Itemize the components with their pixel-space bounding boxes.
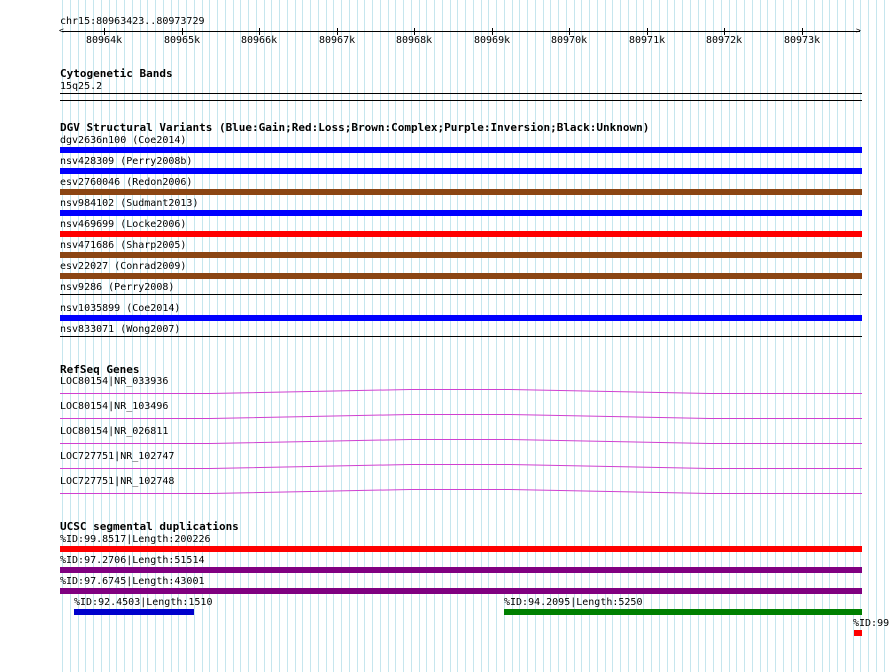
refseq-gene-line[interactable] (60, 440, 862, 444)
refseq-gene-line[interactable] (60, 465, 862, 469)
cytoband-track-title: Cytogenetic Bands (60, 67, 173, 80)
refseq-gene-label[interactable]: LOC80154|NR_033936 (60, 376, 169, 387)
ruler-tick-label: 80969k (474, 35, 511, 46)
refseq-gene-label[interactable]: LOC727751|NR_102747 (60, 451, 175, 462)
ruler-position-label: chr15:80963423..80973729 (60, 16, 205, 27)
refseq-track-title: RefSeq Genes (60, 363, 140, 376)
dgv-variant-label[interactable]: dgv2636n100 (Coe2014) (60, 135, 187, 146)
segdup-label[interactable]: %ID:97.2706|Length:51514 (60, 555, 205, 566)
segdup-label[interactable]: %ID:94.2095|Length:5250 (504, 597, 643, 608)
dgv-variant-label[interactable]: nsv469699 (Locke2006) (60, 219, 187, 230)
ruler-tick-label: 80967k (319, 35, 356, 46)
refseq-gene-label[interactable]: LOC80154|NR_103496 (60, 401, 169, 412)
segdup-label[interactable]: %ID:92.4503|Length:1510 (74, 597, 213, 608)
refseq-gene-label[interactable]: LOC80154|NR_026811 (60, 426, 169, 437)
dgv-variant-label[interactable]: nsv984102 (Sudmant2013) (60, 198, 199, 209)
refseq-gene-line[interactable] (60, 490, 862, 494)
segdup-bar[interactable] (60, 588, 862, 594)
segdup-label[interactable]: %ID:99.8517|Length:200226 (60, 534, 211, 545)
dgv-variant-label[interactable]: nsv428309 (Perry2008b) (60, 156, 193, 167)
ruler-tick-label: 80972k (706, 35, 743, 46)
refseq-gene-line[interactable] (60, 390, 862, 394)
ruler-tick-label: 80964k (86, 35, 123, 46)
segdup-bar[interactable] (60, 546, 862, 552)
ruler-left-arrow-icon: < (59, 26, 64, 35)
ruler-right-arrow-icon: > (856, 26, 861, 35)
segdup-bar[interactable] (74, 609, 194, 615)
segdup-label[interactable]: %ID:97.6745|Length:43001 (60, 576, 205, 587)
segdup-track-title: UCSC segmental duplications (60, 520, 239, 533)
dgv-variant-label[interactable]: nsv9286 (Perry2008) (60, 282, 175, 293)
ruler-tick-label: 80970k (551, 35, 588, 46)
segdup-bar[interactable] (504, 609, 862, 615)
segdup-bar[interactable] (854, 630, 862, 636)
dgv-variant-label[interactable]: esv2760046 (Redon2006) (60, 177, 193, 188)
refseq-gene-label[interactable]: LOC727751|NR_102748 (60, 476, 175, 487)
dgv-variant-label[interactable]: nsv471686 (Sharp2005) (60, 240, 187, 251)
ruler-tick-label: 80966k (241, 35, 278, 46)
segdup-label[interactable]: %ID:99 (853, 618, 890, 629)
dgv-variant-label[interactable]: esv22027 (Conrad2009) (60, 261, 187, 272)
segdup-bar[interactable] (60, 567, 862, 573)
dgv-track-title: DGV Structural Variants (Blue:Gain;Red:Loss;Brown:Complex;Purple:Inversion;Black:Unknown) (60, 121, 650, 134)
cytoband-label[interactable]: 15q25.2 (60, 81, 103, 92)
refseq-gene-line[interactable] (60, 415, 862, 419)
dgv-variant-label[interactable]: nsv833071 (Wong2007) (60, 324, 181, 335)
ruler-tick-label: 80968k (396, 35, 433, 46)
dgv-variant-label[interactable]: nsv1035899 (Coe2014) (60, 303, 181, 314)
ruler-tick-label: 80965k (164, 35, 201, 46)
ruler-tick-label: 80973k (784, 35, 821, 46)
ruler-tick-label: 80971k (629, 35, 666, 46)
